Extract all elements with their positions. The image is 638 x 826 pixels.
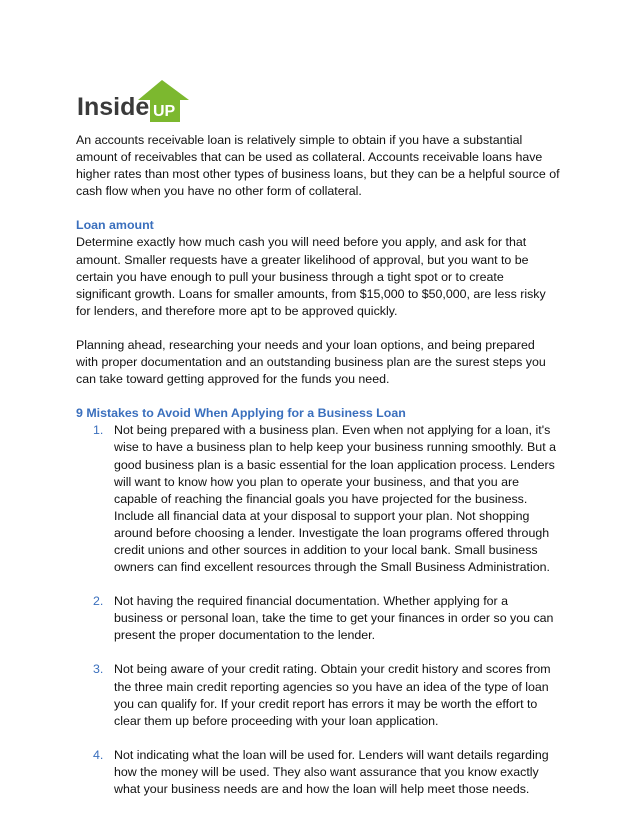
list-item xyxy=(93,747,560,798)
list-item xyxy=(93,593,560,644)
logo-word: Inside xyxy=(77,93,150,121)
planning-paragraph: Planning ahead, researching your needs and your loan options, and being prepared with proper documentation and an outstanding business plan are the surest steps you can take toward getting approved for the funds you need. xyxy=(76,337,546,387)
list-item-number: 3. xyxy=(93,662,104,677)
mistakes-list xyxy=(76,422,560,798)
list-item-text: Not having the required financial documentation. Whether applying for a business or personal loan, take the time to get your finances in order so you can present the proper documentation to the lender. xyxy=(114,594,554,643)
loan-amount-heading: Loan amount xyxy=(76,218,154,233)
loan-amount-paragraph: Determine exactly how much cash you will need before you apply, and ask for that amount. Smaller requests have a greater likelihood of approval, but you want to be certain you have enough to pull your business through a tight spot or to create significant growth. Loans for smaller amounts, from $15,000 to $50,000, are less risky for lenders, and therefore more apt to be approved quickly. xyxy=(76,235,546,318)
intro-paragraph: An accounts receivable loan is relatively simple to obtain if you have a substantial amount of receivables that can be used as collateral. Accounts receivable loans have higher rates than most other types of business loans, but they can be a helpful source of cash flow when you have no other form of collateral. xyxy=(76,133,560,199)
logo-mark: UP xyxy=(153,103,176,120)
list-item-number: 4. xyxy=(93,747,104,762)
document-body xyxy=(76,132,560,798)
list-item-text: Not indicating what the loan will be used for. Lenders will want details regarding how the money will be used. They also want assurance that you know exactly what your business needs are and how the loan will help meet those needs. xyxy=(114,747,549,796)
list-item-text: Not being prepared with a business plan. Even when not applying for a loan, it's wise to have a business plan to help keep your business running smoothly. But a good business plan is a basic essential for the loan application process. Lenders will want to know how you plan to operate your business, and that you are capable of reaching the financial goals you have projected for the business. Include all financial data at your disposal to support your plan. Not shopping around before choosing a lender. Investigate the loan programs offered through credit unions and other sources in addition to your local bank. Small business owners can find excellent resources through the Small Business Administration. xyxy=(114,423,556,575)
list-item xyxy=(93,661,560,729)
list-item xyxy=(93,422,560,576)
list-item-number: 2. xyxy=(93,594,104,609)
list-item-text: Not being aware of your credit rating. Obtain your credit history and scores from the three main credit reporting agencies so you have an idea of the type of loan you can qualify for. If your credit report has errors it may be worth the effort to clear them up before proceeding with your loan application. xyxy=(114,662,551,728)
insideup-logo xyxy=(76,78,196,124)
list-item-number: 1. xyxy=(93,423,104,438)
mistakes-heading: 9 Mistakes to Avoid When Applying for a Business Loan xyxy=(76,406,406,421)
